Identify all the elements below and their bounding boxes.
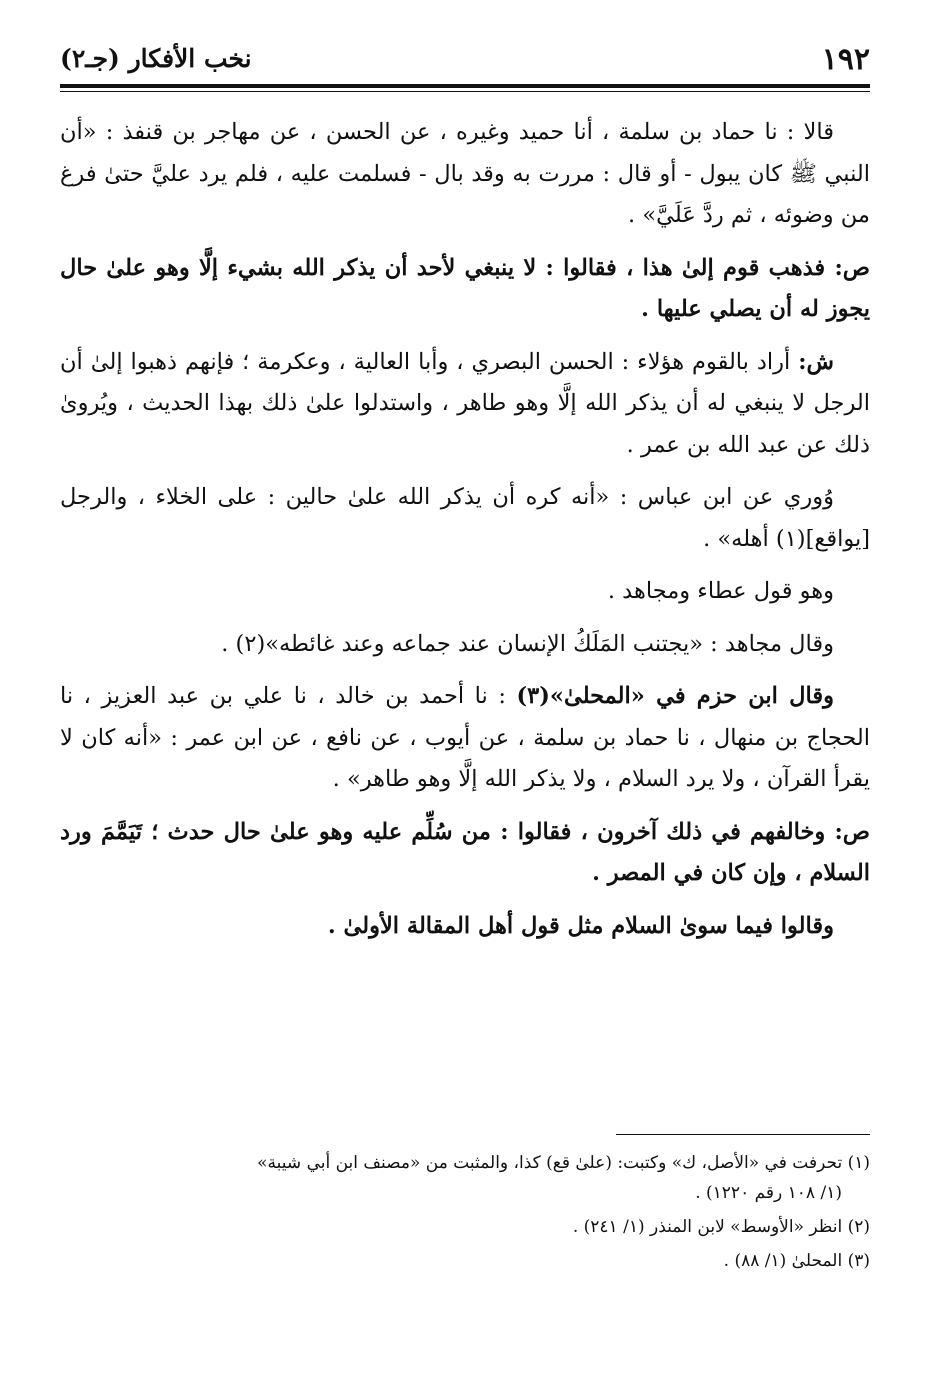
paragraph-matn-3 xyxy=(60,906,870,948)
footnote-text: (٢) انظر «الأوسط» لابن المنذر (١/ ٢٤١) . xyxy=(572,1217,870,1237)
paragraph-text: قالا : نا حماد بن سلمة ، أنا حميد وغيره ، عن الحسن ، عن مهاجر بن قنفذ : «أن النبي ﷺ كان يبول - أو قال : مررت به وقد بال - فسلمت عليه ، فلم يرد عليَّ حتىٰ فرغ من وضوئه ، ثم ردَّ عَلَيَّ» . xyxy=(60,119,870,228)
footnote-text: (١) تحرفت في «الأصل، ك» وكتبت: (علىٰ قع) كذا، والمثبت من «مصنف ابن أبي شيبة» xyxy=(257,1153,870,1173)
header-rule-thick xyxy=(60,84,870,88)
footnote-text: (٣) المحلىٰ (١/ ٨٨) . xyxy=(723,1251,870,1271)
header-rule-thin xyxy=(60,91,870,92)
paragraph-text: وخالفهم في ذلك آخرون ، فقالوا : من سُلِّم عليه وهو علىٰ حال حدث ؛ تَيَمَّمَ ورد السلام ، وإن كان في المصر . xyxy=(60,818,870,886)
footnote-separator xyxy=(616,1134,870,1135)
paragraph-marker: وقال ابن حزم في «المحلىٰ»(٣) xyxy=(516,683,834,709)
paragraph-ibn-abbas xyxy=(60,477,870,560)
footnote-1 xyxy=(60,1148,870,1208)
paragraph-text: وُوري عن ابن عباس : «أنه كره أن يذكر الله علىٰ حالين : على الخلاء ، والرجل [يواقع](١) أهله» . xyxy=(60,484,870,552)
paragraph-marker: ص: xyxy=(834,254,870,281)
paragraph-text: وقال مجاهد : «يجتنب المَلَكُ الإنسان عند جماعه وعند غائطه»(٢) . xyxy=(221,630,834,657)
paragraph-ibn-hazm xyxy=(60,676,870,801)
paragraph-ata-mujahid xyxy=(60,571,870,613)
paragraph-text: فذهب قوم إلىٰ هذا ، فقالوا : لا ينبغي لأحد أن يذكر الله بشيء إلَّا وهو علىٰ حال يجوز له أن يصلي عليها . xyxy=(60,254,870,322)
paragraph-text: وقالوا فيما سوىٰ السلام مثل قول أهل المقالة الأولىٰ . xyxy=(327,912,834,939)
footnote-2 xyxy=(60,1212,870,1242)
footnote-continuation: (١/ ١٠٨ رقم ١٢٢٠) . xyxy=(695,1183,842,1203)
page-header xyxy=(60,38,870,88)
paragraph-marker: ص: xyxy=(834,818,870,845)
paragraph-text: : نا أحمد بن خالد ، نا علي بن عبد العزيز ، نا الحجاج بن منهال ، نا حماد بن سلمة ، عن أيوب ، عن نافع ، عن ابن عمر : «أنه كان لا يقرأ القرآن ، ولا يرد السلام ، ولا يذكر الله إلَّا وهو طاهر» . xyxy=(60,683,870,792)
footnote-3 xyxy=(60,1246,870,1276)
footnotes xyxy=(60,1148,870,1280)
body-text xyxy=(60,112,870,958)
paragraph-sharh-1 xyxy=(60,342,870,467)
running-title: نخب الأفكار (جـ٢) xyxy=(60,44,252,73)
paragraph-text: وهو قول عطاء ومجاهد . xyxy=(607,578,834,604)
paragraph-marker: ش: xyxy=(798,348,834,375)
page-number: ١٩٢ xyxy=(821,42,870,77)
paragraph-matn-2 xyxy=(60,812,870,895)
paragraph-hadith-text xyxy=(60,112,870,237)
paragraph-matn-1 xyxy=(60,248,870,331)
paragraph-text: أراد بالقوم هؤلاء : الحسن البصري ، وأبا العالية ، وعكرمة ؛ فإنهم ذهبوا إلىٰ أن الرجل لا ينبغي له أن يذكر الله إلَّا وهو طاهر ، واستدلوا علىٰ ذلك بهذا الحديث ، ويُروىٰ ذلك عن عبد الله بن عمر . xyxy=(60,348,870,458)
paragraph-mujahid-quote xyxy=(60,624,870,666)
